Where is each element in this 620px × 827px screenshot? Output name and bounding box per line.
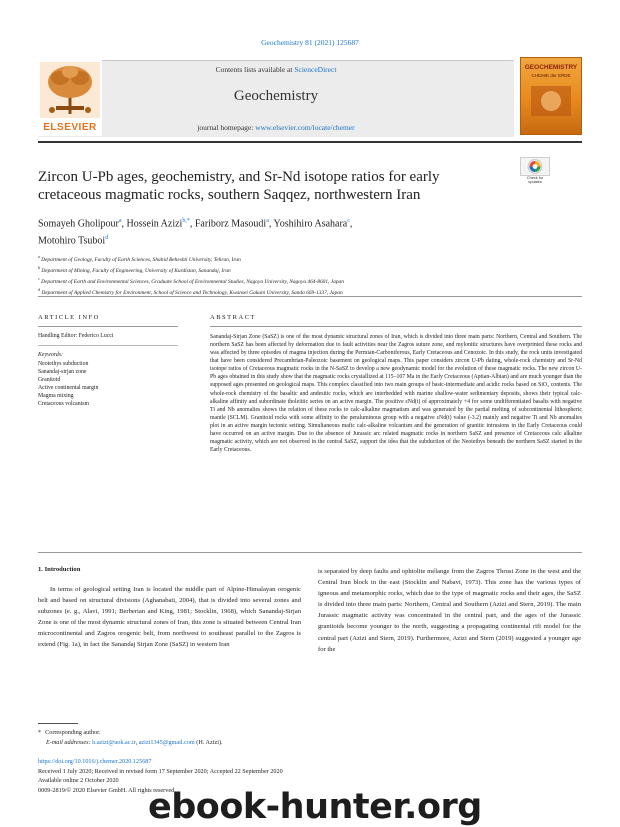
keyword-item[interactable]: Sanandaj-sirjan zone [38,368,87,375]
affiliation-item: $^d$ Department of Applied Chemistry for Environment, School of Science and Technology, Kwansei Gakuin University, Sanda 669-1337, Japan [38,287,343,296]
homepage-line [38,123,514,132]
cover-subtitle: CHEMIE der ERDE [531,73,571,78]
check-for-updates-icon [520,157,550,176]
email-label: E-mail addresses: [46,739,91,746]
corresponding-line: * Corresponding author. [38,729,101,736]
elsevier-wordmark: ELSEVIER [43,122,97,133]
journal-cover-image[interactable] [520,57,582,135]
cover-artwork-icon [521,58,581,134]
doi-link[interactable]: https://doi.org/10.1016/j.chemer.2020.125687 [38,758,152,765]
affiliation-list [38,253,578,297]
homepage-link[interactable]: www.elsevier.com/locate/chemer [255,123,355,132]
copyright-line: 0009-2819/© 2020 Elsevier GmbH. All rights reserved. [38,786,176,794]
elsevier-tree-icon [38,60,102,120]
elsevier-logo [38,60,102,136]
journal-header [38,60,514,137]
introduction-right-column: is separated by deep faults and ophiolite mélange from the Zagros Thrust Zone in the west and the Central Iran block in the east (Stocklin and Nabavi, 1973). This zone has the various types of igneous and metamorphic rocks, which due to the type of magmatic rocks and their ages, the SaSZ is divided into three main parts: Northern, Central and Southern (Azizi and Stern, 2019). The main Jurassic magmatic activity was concentrated in the central part, and the ages of the Jurassic granitoids become younger to the north, suggesting a propagating continental rift model for the central part (Azizi and Stern, 2019). Furthermore, Azizi and Stern (2019) suggested a younger age for the [318,568,581,653]
title-block-divider [38,296,582,297]
corresponding-author-footnote [38,728,223,748]
article-info-divider [38,345,178,346]
keywords-label: Keywords: [38,352,63,358]
author-name[interactable]: Yoshihiro Asahara [273,218,348,230]
abstract-end-divider [38,552,582,553]
contents-line [38,65,514,74]
journal-name: Geochemistry [233,88,319,104]
affiliation-item: $^b$ Department of Mining, Faculty of Engineering, University of Kurdistan, Sanandaj, Iran [38,265,231,274]
author-name[interactable]: Somayeh Gholipour [38,218,119,230]
email-line: E-mail addresses: h.azizi@uok.ac.ir, azizi1345@gmail.com (H. Azizi). [46,739,223,746]
keyword-list [38,361,98,408]
article-info-heading: ARTICLE INFO [38,314,100,321]
journal-citation[interactable]: Geochemistry 81 (2021) 125687 [261,38,359,47]
author-affiliation-mark[interactable]: a [266,218,269,224]
author-name[interactable]: Motohiro Tsuboi [38,235,106,247]
keyword-item[interactable]: Magma mixing [38,392,74,399]
footnote-marker: * [38,729,42,736]
keyword-item[interactable]: Granitoid [38,376,61,383]
author-name[interactable]: Fariborz Masoudi [194,218,267,230]
keyword-item[interactable]: Cretaceous volcanism [38,400,90,407]
check-for-updates-label: Check for updates [526,176,544,185]
keyword-item[interactable]: Neotethys subduction [38,361,89,367]
sciencedirect-link[interactable]: ScienceDirect [294,65,337,74]
section-heading-introduction: 1. Introduction [38,566,81,573]
keyword-item[interactable]: Active continental margin [38,384,99,391]
received-dates: Received 1 July 2020; Received in revised form 17 September 2020; Accepted 22 September 2020 [38,767,283,775]
author-list: Somayeh Gholipour$^a$, Hossein Azizi$^{b,*}$, Fariborz Masoudi$^a$, Yoshihiro Asahara$^c$, Motohiro Tsuboi$^d$ [38,218,353,247]
affiliation-item: $^c$ Department of Earth and Environmental Sciences, Graduate School of Environmental Studies, Nagoya University, Nagoya 464-8601, Japan [38,276,344,285]
homepage-prefix: journal homepage: [197,123,256,132]
handling-editor: Handling Editor: Federico Lucci [38,333,114,339]
author-affiliation-mark[interactable]: a [118,218,122,224]
check-for-updates-button[interactable] [520,157,550,189]
author-affiliation-mark[interactable]: c [347,218,350,224]
article-info-divider [38,326,178,327]
email-link[interactable]: azizi1345@gmail.com [138,739,195,746]
abstract-heading: ABSTRACT [210,314,256,321]
email-link[interactable]: h.azizi@uok.ac.ir [92,739,136,746]
watermark-text: ebook-hunter.org [148,787,482,827]
header-divider [38,141,582,143]
abstract-divider [210,326,582,327]
author-name[interactable]: Hossein Azizi [126,218,183,230]
cover-title: GEOCHEMISTRY [524,64,578,71]
contents-prefix: Contents lists available at [215,65,295,74]
introduction-left-column: In terms of geological setting Iran is located the middle part of Alpine-Himalayan orogenic belt and based on structural divisions (Aghanabati, 2004), that is divided into several zones and subzones (e. g., Alavi, 1991; Berberian and King, 1981; Stocklin, 1968), which Sanandaj-Sirjan Zone is one of the most dynamic structural zones of Iran, this zone is situated between Central Iran microcontinental and Zagros orogenic belt, from northwest to southeast parallel to the Zagros is extend (Fig. 1a), in fact the Sanandaj Sirjan Zone (SaSZ) in western Iran [38,586,301,649]
paper-title: Zircon U-Pb ages, geochemistry, and Sr-Nd isotope ratios for early cretaceous magmatic rocks, southern Saqqez, northwestern Iran [38,169,440,203]
online-date: Available online 2 October 2020 [38,777,119,785]
abstract-body: Sanandaj-Sirjan Zone (SaSZ) is one of the most dynamic structural zones of Iran, which is divided into three main parts: Northern, Central and Southern. The northern SaSZ has been affected by deformation due to fault activities near the Zagros suture zone, and mylonitic structures have overprinted these rocks and was affected by three episodes of magma injection during the Permian-Carboniferous, Early Cretaceous and Cenozoic. In this study, the rock units investigated that have been considered Precambrian-Paleozoic basement on geological maps. This paper considers zircon U-Pb dating, whole-rock chemistry and Sr-Nd isotope ratios of Cretaceous magmatic rocks in the N-SaSZ to develop a new geodynamic model for the evolution of these magmatic rocks. The new zircon U-Pb ages obtained in this study show that the magmatic rocks crystallized at 115–107 Ma in the Early Cretaceous (Aptian-Albian) and are much younger than the supposed ages presented on geological maps. This complex classified into two main groups of basic-intermediate and acidic rocks based on SiO₂ contents. The whole-rock chemistry of the basaltic and andesitic rocks, which are interbedded with marine shallow-water sedimentary deposits, shows their typical calc-alkaline affinity and subordinate tholeiitic series on an active margin. The positive εNd(t) of approximately +4 for some undifferentiated basalts with negative Ti and Nb anomalies shows the relation of these rocks to calc-alkaline magmatism and was generated by the partial melting of subcontinental lithospheric mantle (SCLM). Granitoid rocks with some affinity to the peraluminous group with a negative εNd(t) value (-3.2) mainly and negative Ti and Nb anomalies plot in an active margin tectonic setting. Simultaneous mafic calc-alkaline volcanism and the generation of granitic intrusions in the Early Cretaceous could have occurred on an active margin. Due to the absence of Jurassic arc related magmatic rocks in northern SaSZ and presence of Cretaceous calc alkaline magmatic activity, which are not observed in the central SaSZ, support the idea that the subduction of the Neotethys beneath the northern SaSZ started in the Early Cretaceous. [210,334,582,454]
author-affiliation-mark[interactable]: b,* [182,218,190,224]
author-affiliation-mark[interactable]: d [105,235,109,242]
affiliation-item: $^a$ Department of Geology, Faculty of Earth Sciences, Shahid Beheshti University, Tehran, Iran [38,254,241,263]
footnote-divider [38,723,78,724]
